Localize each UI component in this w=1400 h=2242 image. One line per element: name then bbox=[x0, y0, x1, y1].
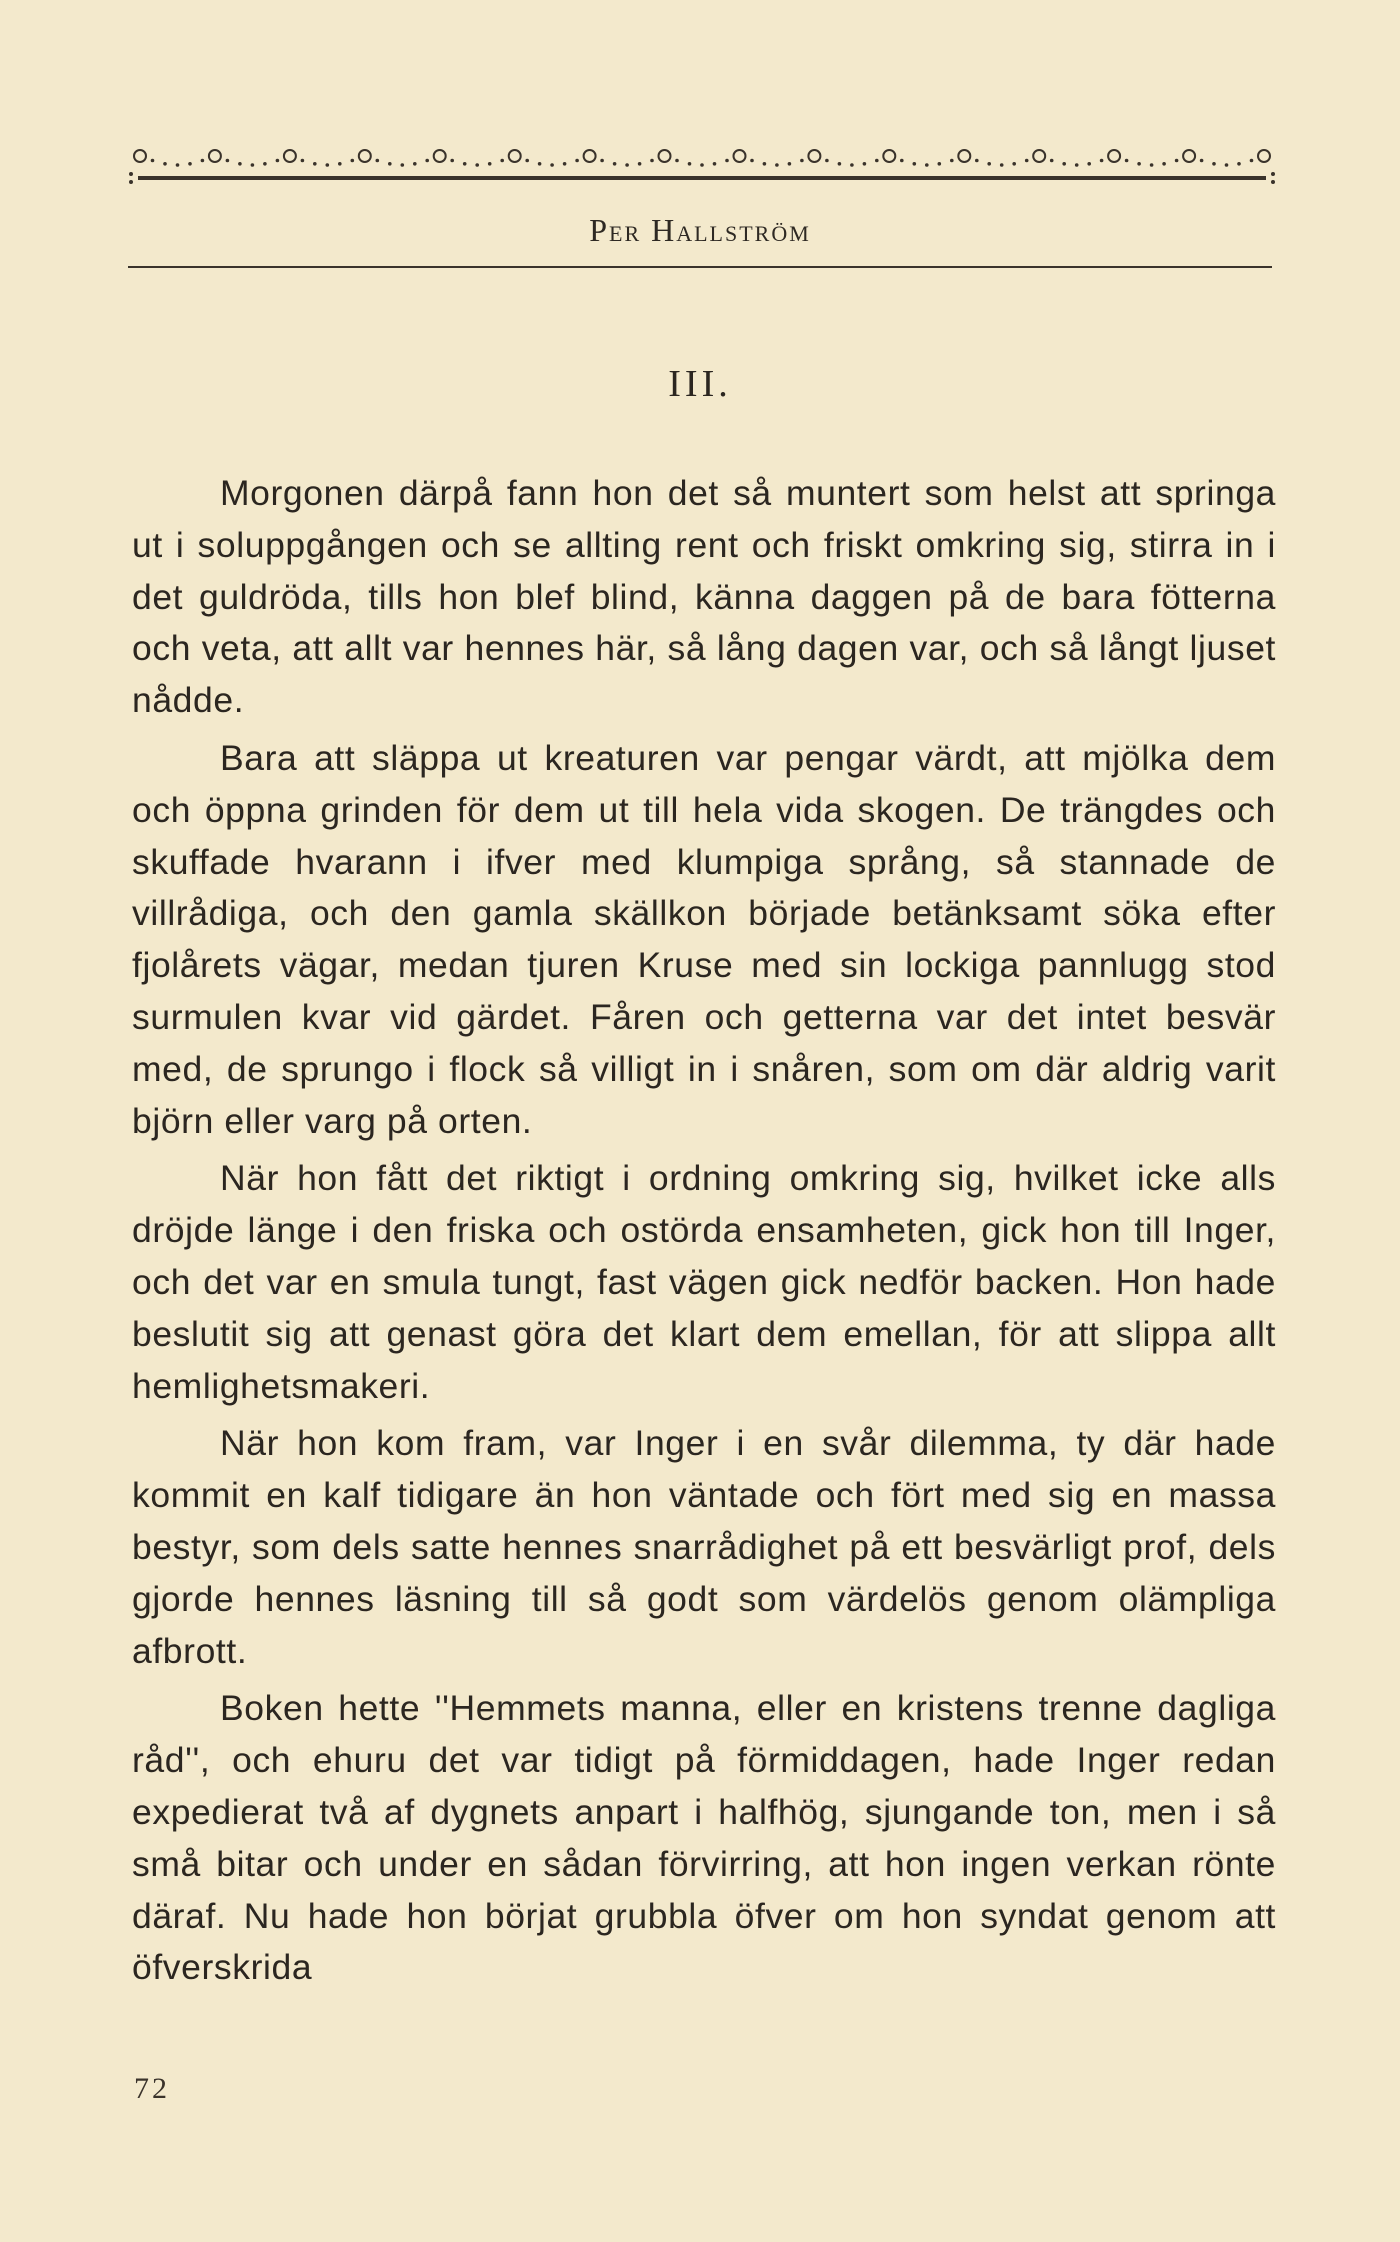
ornament-dot bbox=[1087, 162, 1091, 166]
ornament-dot bbox=[825, 159, 829, 163]
ornament-dot bbox=[800, 159, 804, 163]
ornament-dot bbox=[475, 163, 479, 167]
ornament-dot bbox=[913, 162, 917, 166]
ornament-dot bbox=[388, 162, 392, 166]
ornament-dot bbox=[376, 159, 380, 163]
ornament-dot bbox=[1250, 159, 1254, 163]
ornament-dot bbox=[151, 159, 155, 163]
ornament-dot bbox=[775, 163, 779, 167]
ornament-ring bbox=[584, 150, 596, 162]
ornament-ring bbox=[1258, 150, 1270, 162]
ornament-dot bbox=[450, 159, 454, 163]
ornament-dot bbox=[226, 159, 230, 163]
ornament-dot bbox=[950, 159, 954, 163]
ornament-dot bbox=[1000, 163, 1004, 167]
ornament-dot bbox=[538, 162, 542, 166]
ornament-ring bbox=[134, 150, 146, 162]
ornament-ring bbox=[1108, 150, 1120, 162]
ornament-dot bbox=[1175, 159, 1179, 163]
paragraph: När hon fått det riktigt i ordning omkring sig, hvilket icke alls dröjde länge i den friska och ostörda ensamheten, gick hon till Inger, och det var en smula tungt, fast vägen gick nedför backen. Hon hade beslutit sig att genast göra det klart dem emellan, för att slippa allt hemlighetsmakeri. bbox=[132, 1158, 1276, 1406]
ornament-dot bbox=[326, 163, 330, 167]
ornament-dot bbox=[675, 159, 679, 163]
ornament-dot bbox=[201, 159, 205, 163]
ornament-dot bbox=[863, 162, 867, 166]
ornament-ring bbox=[883, 150, 895, 162]
chapter-heading: III. bbox=[668, 363, 732, 405]
ornament-ring bbox=[958, 150, 970, 162]
ornament-dot bbox=[550, 163, 554, 167]
ornament-ring bbox=[509, 150, 521, 162]
ornament-dot bbox=[338, 162, 342, 166]
page-number: 72 bbox=[134, 2072, 170, 2105]
ornament-dot bbox=[1125, 159, 1129, 163]
ornament-ring bbox=[734, 150, 746, 162]
ornament-dot bbox=[188, 162, 192, 166]
ornament-dot bbox=[1050, 159, 1054, 163]
ornament-ring bbox=[359, 150, 371, 162]
ornament-dot bbox=[1162, 162, 1166, 166]
ornament-ring bbox=[434, 150, 446, 162]
ornament-dot bbox=[1225, 163, 1229, 167]
paragraph: Bara att släppa ut kreaturen var pengar värdt, att mjölka dem och öppna grinden för dem ut till hela vida skogen. De trängdes och skuffade hvarann i ifver med klumpiga språng, så stannade de villrådiga, och den gamla skällkon började betänksamt söka efter fjolårets vägar, medan tjuren Kruse med sin lockiga pannlugg stod surmulen kvar vid gärdet. Fåren och getterna var det intet besvär med, de sprungo i flock så villigt in i snåren, som om där aldrig varit björn eller varg på orten. bbox=[132, 737, 1276, 1141]
ornament-dot bbox=[351, 159, 355, 163]
ornament-ring bbox=[659, 150, 671, 162]
running-header-author: Per Hallström bbox=[589, 212, 811, 248]
ornament-dot bbox=[600, 159, 604, 163]
ornament-dot bbox=[575, 159, 579, 163]
ornament-dot bbox=[788, 162, 792, 166]
ornamental-border bbox=[128, 134, 1276, 194]
ornament-dot bbox=[838, 162, 842, 166]
ornament-ring bbox=[209, 150, 221, 162]
ornament-dot bbox=[301, 159, 305, 163]
ornament-dot bbox=[238, 162, 242, 166]
ornament-dot bbox=[463, 162, 467, 166]
ornament-dot bbox=[1212, 162, 1216, 166]
ornament-dot bbox=[413, 162, 417, 166]
ornament-dot bbox=[251, 163, 255, 167]
ornament-dot bbox=[925, 163, 929, 167]
ornament-dot bbox=[625, 163, 629, 167]
ornament-dot bbox=[425, 159, 429, 163]
ornament-dot bbox=[725, 159, 729, 163]
ornament-dot bbox=[1150, 163, 1154, 167]
ornament-dot bbox=[900, 159, 904, 163]
ornament-dot bbox=[401, 163, 405, 167]
ornament-dot bbox=[938, 162, 942, 166]
ornament-dot bbox=[875, 159, 879, 163]
ornament-dot bbox=[650, 159, 654, 163]
ornament-dot bbox=[276, 159, 280, 163]
ornament-dot bbox=[1025, 159, 1029, 163]
ornament-dot bbox=[638, 162, 642, 166]
ornament-dot bbox=[1075, 163, 1079, 167]
ornament-dot bbox=[176, 163, 180, 167]
ornament-dot bbox=[850, 163, 854, 167]
ornament-dot bbox=[500, 159, 504, 163]
paragraph: När hon kom fram, var Inger i en svår dilemma, ty där hade kommit en kalf tidigare än hon väntade och fört med sig en massa bestyr, som dels satte hennes snarrådighet på ett besvärligt prof, dels gjorde hennes läsning till så godt som värdelös genom olämpliga afbrott. bbox=[132, 1423, 1276, 1671]
header-rule bbox=[128, 266, 1272, 268]
paragraph: Morgonen därpå fann hon det så muntert som helst att springa ut i soluppgången och se allting rent och friskt omkring sig, stirra in i det guldröda, tills hon blef blind, känna daggen på de bara fötterna och veta, att allt var hennes här, så lång dagen var, och så långt ljuset nådde. bbox=[132, 473, 1276, 721]
ornament-dot bbox=[525, 159, 529, 163]
ornament-dot bbox=[563, 162, 567, 166]
body-text bbox=[132, 468, 1276, 1994]
ornament-dot bbox=[688, 162, 692, 166]
ornament-ring bbox=[1033, 150, 1045, 162]
ornament-dot bbox=[987, 162, 991, 166]
ornament-dot bbox=[1237, 162, 1241, 166]
ornament-dot bbox=[1012, 162, 1016, 166]
ornament-ring bbox=[1183, 150, 1195, 162]
ornament-dot bbox=[1200, 159, 1204, 163]
ornament-dot bbox=[975, 159, 979, 163]
ornament-ring bbox=[284, 150, 296, 162]
ornament-dot bbox=[713, 162, 717, 166]
ornament-dot bbox=[763, 162, 767, 166]
paragraph: Boken hette ''Hemmets manna, eller en kristens trenne dagliga råd'', och ehuru det var tidigt på förmiddagen, hade Inger redan expedierat två af dygnets anpart i halfhög, sjungande ton, men i så små bitar och under en sådan förvirring, att hon ingen verkan rönte däraf. Nu hade hon börjat grubbla öfver om hon syndat genom att öfverskrida bbox=[132, 1688, 1276, 1988]
ornament-dot bbox=[750, 159, 754, 163]
ornament-dot bbox=[263, 162, 267, 166]
ornament-dot bbox=[700, 163, 704, 167]
ornament-dot bbox=[1100, 159, 1104, 163]
ornament-dot bbox=[488, 162, 492, 166]
ornament-dot bbox=[313, 162, 317, 166]
ornament-dot bbox=[163, 162, 167, 166]
ornament-dot bbox=[1062, 162, 1066, 166]
ornament-ring bbox=[808, 150, 820, 162]
ornament-dot bbox=[1137, 162, 1141, 166]
ornament-dot bbox=[613, 162, 617, 166]
